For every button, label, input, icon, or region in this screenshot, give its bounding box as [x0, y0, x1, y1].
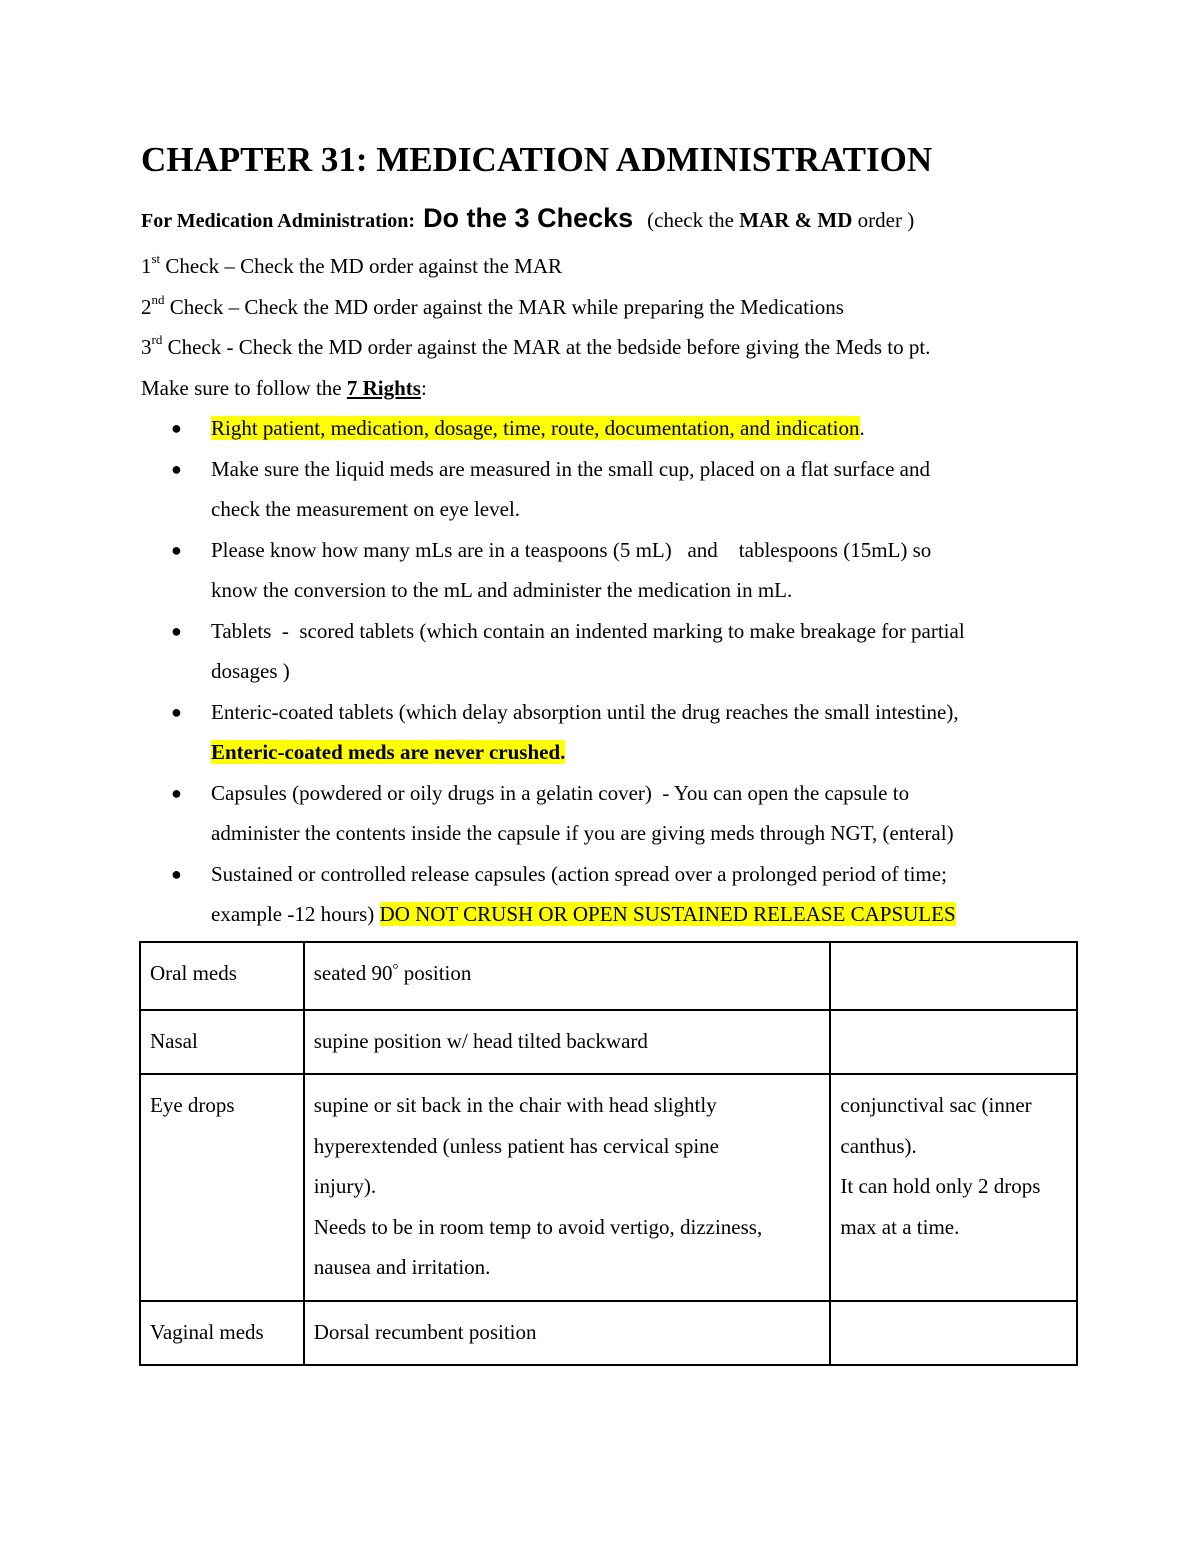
table-cell	[830, 1301, 1077, 1366]
check-3-num: 3	[141, 335, 152, 359]
table-cell	[304, 1074, 831, 1301]
bullet-5-line-1: Enteric-coated tablets (which delay absorption until the drug reaches the small intestine),	[211, 699, 959, 724]
check-1	[141, 246, 562, 286]
chapter-title: CHAPTER 31: MEDICATION ADMINISTRATION	[141, 140, 933, 179]
bullet-7-line-1: Sustained or controlled release capsules (action spread over a prolonged period of time;	[211, 861, 947, 886]
list-item	[141, 692, 1081, 773]
bullet-6-line-2: administer the contents inside the capsule if you are giving meds through NGT, (enteral)	[211, 821, 954, 845]
positions-table	[139, 941, 1078, 1366]
intro-paren	[647, 208, 914, 232]
table-row	[140, 1301, 1077, 1366]
table-cell: Eye drops	[140, 1074, 304, 1301]
list-item	[141, 773, 1081, 854]
check-3-text: Check - Check the MD order against the MAR at the bedside before giving the Meds to pt.	[162, 335, 931, 359]
check-2	[141, 287, 844, 327]
list-item	[141, 854, 1081, 935]
table-cell	[830, 1010, 1077, 1075]
table-row	[140, 1010, 1077, 1075]
bullet-2-line-1: Make sure the liquid meds are measured in the small cup, placed on a flat surface and	[211, 456, 930, 481]
eye-line-4: Needs to be in room temp to avoid vertigo, dizziness,	[313, 1214, 763, 1239]
eye-note-3: It can hold only 2 drops	[840, 1174, 1041, 1198]
rights-intro	[141, 368, 427, 408]
degree-symbol: °	[392, 962, 399, 978]
bullet-icon: ●	[171, 458, 182, 479]
list-item	[141, 408, 1081, 449]
eye-note-2: canthus).	[840, 1133, 917, 1158]
table-cell: Nasal	[140, 1010, 304, 1075]
bullet-3-line-1: Please know how many mLs are in a teaspoons (5 mL) and tablespoons (15mL) so	[211, 537, 932, 562]
list-item	[141, 449, 1081, 530]
check-1-num: 1	[141, 254, 152, 278]
eye-line-1: supine or sit back in the chair with head slightly	[313, 1093, 717, 1117]
intro-lead: For Medication Administration:	[141, 210, 416, 232]
bullet-7-line-2: example -12 hours)	[211, 902, 380, 926]
eye-note-1: conjunctival sac (inner	[840, 1093, 1032, 1117]
table-cell	[830, 942, 1077, 1010]
table-cell: Dorsal recumbent position	[304, 1301, 831, 1366]
table-cell: supine position w/ head tilted backward	[304, 1010, 831, 1075]
oral-position-suffix: position	[398, 961, 472, 985]
bullet-icon: ●	[171, 620, 182, 641]
check-1-text: Check – Check the MD order against the MAR	[160, 254, 563, 278]
intro-big: Do the 3 Checks	[423, 203, 634, 233]
check-3-sup: rd	[151, 332, 163, 347]
bullet-icon: ●	[171, 782, 182, 803]
check-2-sup: nd	[151, 292, 165, 307]
bullet-6-line-1: Capsules (powdered or oily drugs in a gelatin cover) - You can open the capsule to	[211, 780, 910, 805]
bullet-icon: ●	[171, 418, 182, 438]
table-cell	[830, 1074, 1077, 1301]
eye-note-4: max at a time.	[840, 1214, 960, 1239]
list-item	[141, 611, 1081, 692]
paren-open: (check the	[647, 208, 740, 232]
eye-line-5: nausea and irritation.	[313, 1255, 491, 1279]
eye-line-3: injury).	[313, 1174, 377, 1198]
bullet-icon: ●	[171, 539, 182, 560]
oral-position-text: seated 90	[313, 961, 393, 985]
bullet-1-after: .	[859, 416, 865, 440]
bullet-icon: ●	[171, 863, 182, 884]
bullet-2-line-2: check the measurement on eye level.	[211, 497, 521, 521]
table-row	[140, 1074, 1077, 1301]
checks-intro	[141, 198, 914, 241]
paren-close: order )	[852, 208, 915, 232]
table-cell: Oral meds	[140, 942, 304, 1010]
check-1-sup: st	[151, 251, 161, 266]
paren-bold: MAR & MD	[739, 208, 853, 232]
bullet-4-line-1: Tablets - scored tablets (which contain an indented marking to make breakage for partial	[211, 618, 965, 643]
table-cell	[304, 942, 831, 1010]
highlighted-text: Right patient, medication, dosage, time, route, documentation, and indication	[211, 416, 860, 440]
list-item	[141, 530, 1081, 611]
highlighted-warning: DO NOT CRUSH OR OPEN SUSTAINED RELEASE CAPSULES	[379, 902, 956, 926]
rights-list	[141, 408, 1081, 935]
bullet-icon: ●	[171, 701, 182, 722]
rights-label: 7 Rights	[346, 376, 421, 400]
bullet-4-line-2: dosages )	[211, 659, 290, 683]
check-2-text: Check – Check the MD order against the MAR while preparing the Medications	[164, 295, 844, 319]
check-3	[141, 327, 930, 367]
rights-intro-after: :	[420, 376, 427, 400]
table-cell: Vaginal meds	[140, 1301, 304, 1366]
eye-line-2: hyperextended (unless patient has cervical spine	[313, 1133, 719, 1158]
check-2-num: 2	[141, 295, 152, 319]
table-row	[140, 942, 1077, 1010]
bullet-3-line-2: know the conversion to the mL and administer the medication in mL.	[211, 578, 793, 602]
highlighted-warning: Enteric-coated meds are never crushed.	[211, 740, 566, 764]
rights-intro-before: Make sure to follow the	[141, 376, 347, 400]
